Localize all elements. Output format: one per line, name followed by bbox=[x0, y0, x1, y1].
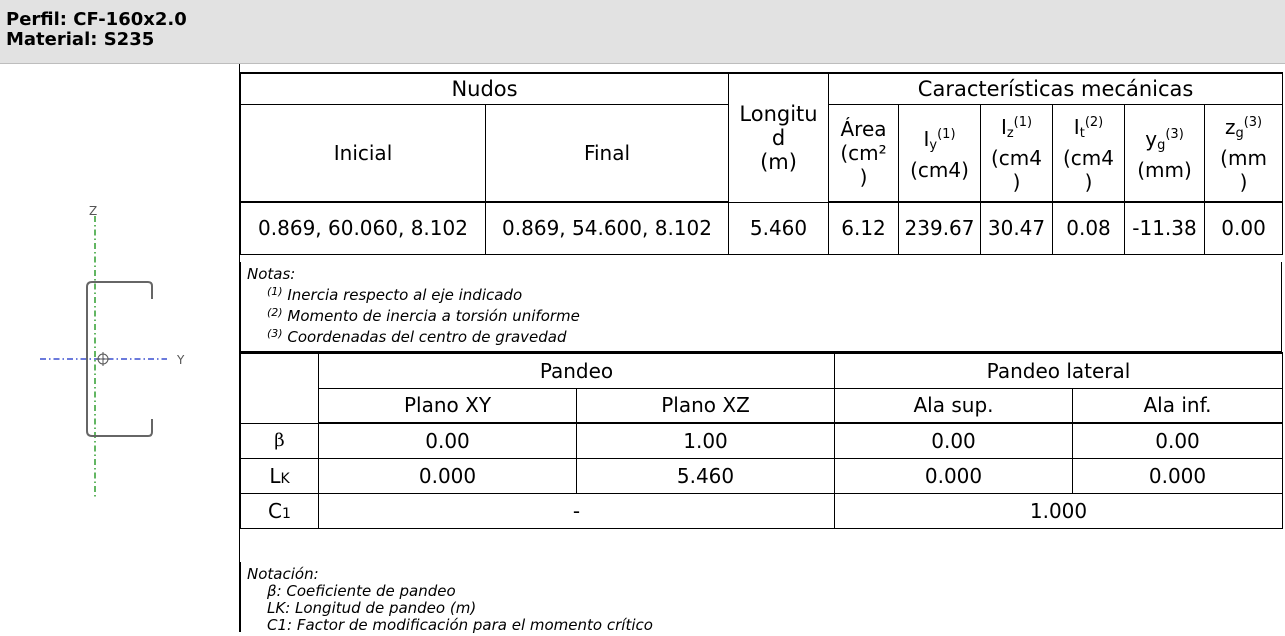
profile-title: Perfil: CF-160x2.0 bbox=[6, 9, 187, 30]
notation-title: Notación: bbox=[247, 565, 319, 583]
notation-lk: LK: Longitud de pandeo (m) bbox=[267, 599, 477, 617]
cell-c1-pandeo: - bbox=[319, 493, 835, 528]
notes-block bbox=[240, 262, 1282, 352]
cell-beta-xz: 1.00 bbox=[577, 423, 835, 458]
cell-lk-inf: 0.000 bbox=[1073, 458, 1283, 493]
col-zg: $z_g^{(3)}$ (mm ) bbox=[1205, 104, 1283, 202]
row-label-beta: β bbox=[241, 423, 319, 458]
notation-block bbox=[240, 562, 1282, 632]
cell-beta-sup: 0.00 bbox=[835, 423, 1073, 458]
cell-zg: 0.00 bbox=[1205, 202, 1283, 254]
group-nudos: Nudos bbox=[241, 73, 729, 104]
notation-c1: C1: Factor de modificación para el momento crítico bbox=[267, 616, 653, 634]
group-caracteristicas: Características mecánicas bbox=[829, 73, 1283, 104]
section-header bbox=[0, 0, 1285, 64]
cell-beta-xy: 0.00 bbox=[319, 423, 577, 458]
table-row bbox=[241, 423, 1283, 458]
col-ala-sup: Ala sup. bbox=[835, 388, 1073, 423]
buckling-table bbox=[240, 352, 1283, 529]
table-row bbox=[241, 202, 1283, 254]
cell-c1-lateral: 1.000 bbox=[835, 493, 1283, 528]
cell-inicial: 0.869, 60.060, 8.102 bbox=[241, 202, 486, 254]
properties-panel bbox=[240, 64, 1282, 632]
table-row bbox=[241, 493, 1283, 528]
row-label-c1: C1 bbox=[241, 493, 319, 528]
group-pandeo-lateral: Pandeo lateral bbox=[835, 353, 1283, 388]
cell-lk-xz: 5.460 bbox=[577, 458, 835, 493]
table-row bbox=[241, 458, 1283, 493]
cell-iz: 30.47 bbox=[981, 202, 1053, 254]
axis-y-label: Y bbox=[177, 353, 185, 367]
notation-beta: β: Coeficiente de pandeo bbox=[267, 582, 456, 600]
cell-lk-xy: 0.000 bbox=[319, 458, 577, 493]
cf-profile-diagram bbox=[0, 64, 240, 632]
col-area: Área (cm² ) bbox=[829, 104, 899, 202]
col-longitud: Longitu d (m) bbox=[729, 73, 829, 202]
cell-longitud: 5.460 bbox=[729, 202, 829, 254]
note-1: $^{(1)}$ Inercia respecto al eje indicado bbox=[267, 285, 523, 304]
cell-it: 0.08 bbox=[1053, 202, 1125, 254]
group-pandeo: Pandeo bbox=[319, 353, 835, 388]
cell-area: 6.12 bbox=[829, 202, 899, 254]
cell-yg: -11.38 bbox=[1125, 202, 1205, 254]
cell-iy: 239.67 bbox=[899, 202, 981, 254]
col-ala-inf: Ala inf. bbox=[1073, 388, 1283, 423]
cell-final: 0.869, 54.600, 8.102 bbox=[486, 202, 729, 254]
col-iz: $I_z^{(1)}$ (cm4 ) bbox=[981, 104, 1053, 202]
cell-lk-sup: 0.000 bbox=[835, 458, 1073, 493]
notes-title: Notas: bbox=[247, 265, 296, 283]
cell-beta-inf: 0.00 bbox=[1073, 423, 1283, 458]
mechanical-properties-table bbox=[240, 72, 1283, 255]
note-2: $^{(2)}$ Momento de inercia a torsión uniforme bbox=[267, 306, 580, 325]
col-final: Final bbox=[486, 104, 729, 202]
col-inicial: Inicial bbox=[241, 104, 486, 202]
col-iy: $I_y^{(1)}$ (cm4) bbox=[899, 104, 981, 202]
material-title: Material: S235 bbox=[6, 29, 155, 50]
axis-z-label: Z bbox=[89, 204, 98, 218]
col-it: $I_t^{(2)}$ (cm4 ) bbox=[1053, 104, 1125, 202]
row-label-lk: LK bbox=[241, 458, 319, 493]
profile-diagram-panel bbox=[0, 64, 240, 632]
col-plano-xz: Plano XZ bbox=[577, 388, 835, 423]
col-plano-xy: Plano XY bbox=[319, 388, 577, 423]
note-3: $^{(3)}$ Coordenadas del centro de gravedad bbox=[267, 327, 567, 346]
col-yg: $y_g^{(3)}$ (mm) bbox=[1125, 104, 1205, 202]
